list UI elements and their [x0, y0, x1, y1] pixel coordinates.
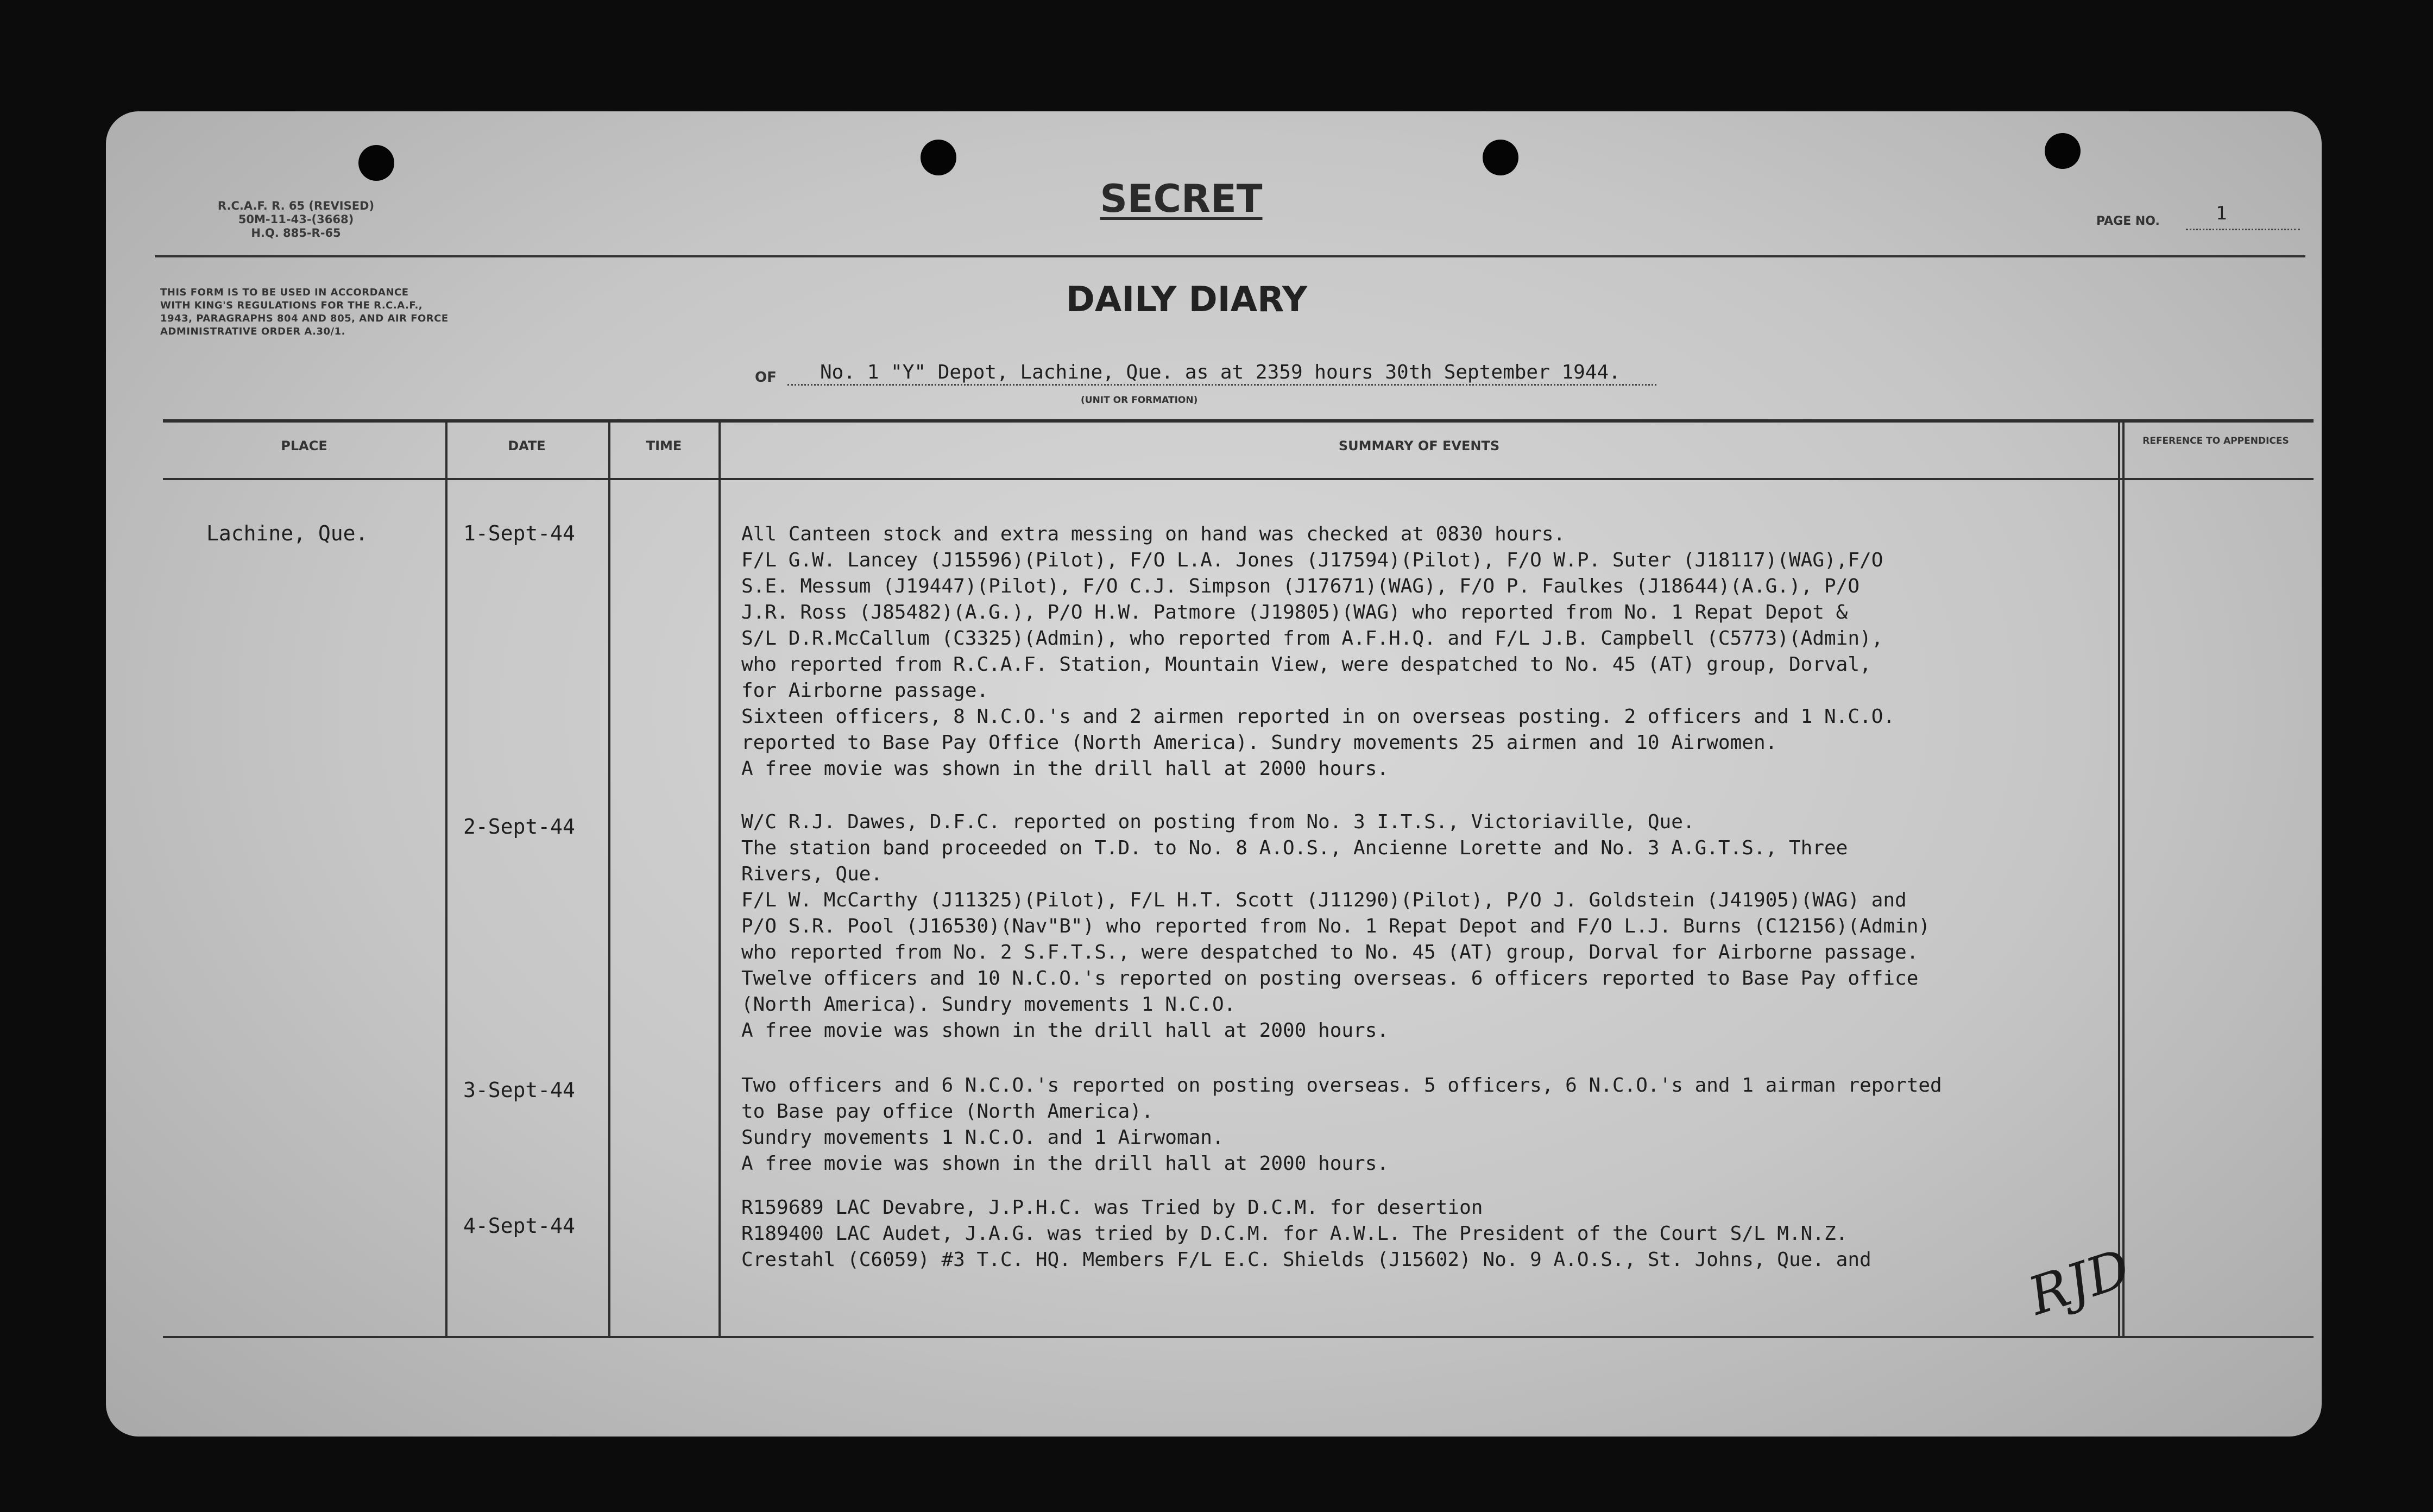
- entry-line: Twelve officers and 10 N.C.O.'s reported on posting overseas. 6 officers reported to Base Pay office: [741, 967, 1919, 990]
- column-header-summary: SUMMARY OF EVENTS: [1338, 438, 1500, 453]
- unit-formation: No. 1 "Y" Depot, Lachine, Que. as at 2359 hours 30th September 1944.: [820, 361, 1621, 383]
- entry-line: reported to Base Pay Office (North America). Sundry movements 25 airmen and 10 Airwomen.: [741, 732, 1778, 754]
- diary-entry: [741, 1195, 2235, 1273]
- diary-entry: [741, 1073, 2235, 1177]
- entry-line: J.R. Ross (J85482)(A.G.), P/O H.W. Patmore (J19805)(WAG) who reported from No. 1 Repat Depot &: [741, 601, 1848, 623]
- entry-line: W/C R.J. Dawes, D.F.C. reported on posting from No. 3 I.T.S., Victoriaville, Que.: [741, 811, 1695, 833]
- column-divider: [718, 423, 721, 1338]
- date-cell: 4-Sept-44: [463, 1214, 575, 1238]
- page-number-line: [2186, 229, 2300, 230]
- entry-line: Sundry movements 1 N.C.O. and 1 Airwoman.: [741, 1126, 1224, 1149]
- table-header-rule: [163, 478, 2314, 480]
- form-identifier: R.C.A.F. R. 65 (REVISED) 50M-11-43-(3668) H.Q. 885-R-65: [217, 199, 375, 240]
- entry-line: F/L W. McCarthy (J11325)(Pilot), F/L H.T. Scott (J11290)(Pilot), P/O J. Goldstein (J41905)(WAG) and: [741, 889, 1907, 911]
- entry-line: (North America). Sundry movements 1 N.C.O.: [741, 993, 1236, 1016]
- table-top-rule: [163, 419, 2314, 423]
- entry-line: A free movie was shown in the drill hall at 2000 hours.: [741, 1019, 1389, 1042]
- entry-line: P/O S.R. Pool (J16530)(Nav"B") who reported from No. 1 Repat Depot and F/O L.J. Burns (C12156)(Admin): [741, 915, 1931, 937]
- page-title: DAILY DIARY: [1066, 280, 1308, 320]
- entry-line: All Canteen stock and extra messing on hand was checked at 0830 hours.: [741, 523, 1566, 545]
- regulations-note: THIS FORM IS TO BE USED IN ACCORDANCE WITH KING'S REGULATIONS FOR THE R.C.A.F., 1943, PARAGRAPHS 804 AND 805, AND AIR FORCE ADMINISTRATIVE ORDER A.30/1.: [160, 287, 449, 337]
- entry-line: Crestahl (C6059) #3 T.C. HQ. Members F/L E.C. Shields (J15602) No. 9 A.O.S., St. Johns, Que. and: [741, 1249, 1871, 1271]
- entry-line: to Base pay office (North America).: [741, 1100, 1154, 1123]
- entry-line: Rivers, Que.: [741, 863, 883, 885]
- unit-dotted-line: [787, 384, 1656, 386]
- entry-line: S/L D.R.McCallum (C3325)(Admin), who reported from A.F.H.Q. and F/L J.B. Campbell (C5773)(Admin),: [741, 627, 1883, 650]
- column-header-date: DATE: [508, 438, 546, 453]
- binder-hole-4: [2045, 133, 2081, 169]
- entry-line: F/L G.W. Lancey (J15596)(Pilot), F/O L.A. Jones (J17594)(Pilot), F/O W.P. Suter (J18117)(WAG),F/O: [741, 549, 1883, 571]
- binder-hole-2: [921, 140, 956, 175]
- entry-line: R159689 LAC Devabre, J.P.H.C. was Tried by D.C.M. for desertion: [741, 1196, 1483, 1219]
- entry-line: A free movie was shown in the drill hall at 2000 hours.: [741, 1152, 1389, 1175]
- binder-hole-3: [1483, 140, 1518, 175]
- diary-entry: [741, 521, 2235, 782]
- date-cell: 1-Sept-44: [463, 521, 575, 545]
- date-cell: 2-Sept-44: [463, 815, 575, 839]
- entry-line: for Airborne passage.: [741, 679, 989, 702]
- column-divider: [608, 423, 610, 1338]
- unit-of-label: OF: [755, 369, 777, 386]
- unit-caption: (UNIT OR FORMATION): [1081, 395, 1198, 406]
- entry-line: who reported from No. 2 S.F.T.S., were despatched to No. 45 (AT) group, Dorval for Airborne passage.: [741, 941, 1919, 963]
- date-cell: 3-Sept-44: [463, 1078, 575, 1102]
- page-number-value: 1: [2216, 203, 2227, 224]
- binder-hole-1: [358, 145, 394, 181]
- entry-line: who reported from R.C.A.F. Station, Mountain View, were despatched to No. 45 (AT) group, Dorval,: [741, 653, 1871, 676]
- column-header-place: PLACE: [281, 438, 327, 453]
- entry-line: The station band proceeded on T.D. to No. 8 A.O.S., Ancienne Lorette and No. 3 A.G.T.S., Three: [741, 837, 1848, 859]
- column-header-reference: REFERENCE TO APPENDICES: [2142, 436, 2289, 446]
- diary-page: [106, 111, 2322, 1437]
- diary-entry: [741, 809, 2235, 1044]
- security-classification: SECRET: [1100, 177, 1263, 221]
- column-header-time: TIME: [646, 438, 682, 453]
- entry-line: R189400 LAC Audet, J.A.G. was tried by D.C.M. for A.W.L. The President of the Court S/L M.N.Z.: [741, 1223, 1848, 1245]
- column-divider: [445, 423, 447, 1338]
- entry-line: A free movie was shown in the drill hall at 2000 hours.: [741, 758, 1389, 780]
- page-number-label: PAGE NO.: [2096, 215, 2160, 228]
- entry-line: Sixteen officers, 8 N.C.O.'s and 2 airmen reported in on overseas posting. 2 officers and 1 N.C.O.: [741, 705, 1895, 728]
- entry-line: S.E. Messum (J19447)(Pilot), F/O C.J. Simpson (J17671)(WAG), F/O P. Faulkes (J18644)(A.G.), P/O: [741, 575, 1860, 597]
- header-divider: [155, 255, 2305, 257]
- entry-line: Two officers and 6 N.C.O.'s reported on posting overseas. 5 officers, 6 N.C.O.'s and 1 airman reported: [741, 1074, 1942, 1097]
- table-bottom-rule: [163, 1336, 2314, 1338]
- place-cell: Lachine, Que.: [206, 521, 368, 545]
- handwritten-initials: RJD: [2021, 1237, 2138, 1327]
